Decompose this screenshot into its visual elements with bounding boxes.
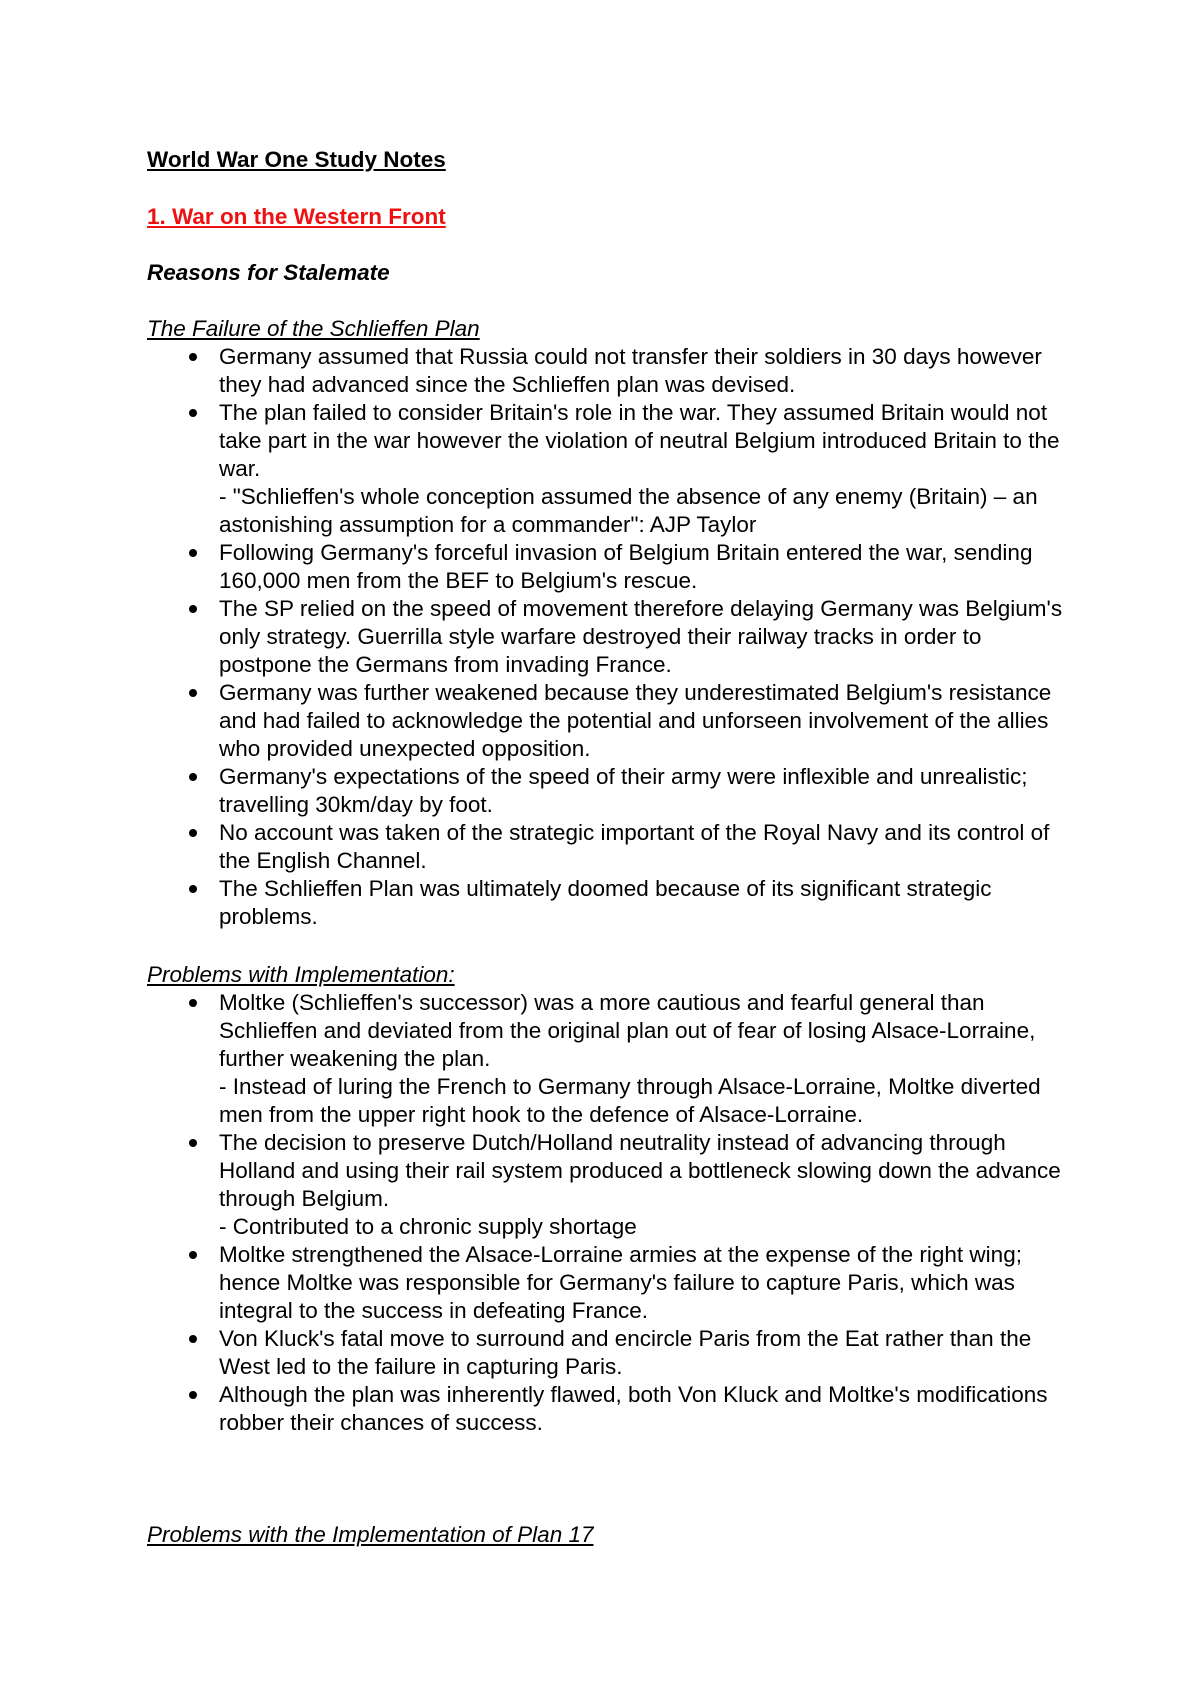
sub-heading: Reasons for Stalemate xyxy=(147,260,390,285)
bullet-icon xyxy=(189,605,197,613)
list-item-text: Moltke (Schlieffen's successor) was a more cautious and fearful general than Schlieffen and deviated from the original plan out of fear of losing Alsace-Lorraine, further weakening the plan. xyxy=(219,990,1036,1071)
bullet-icon xyxy=(189,409,197,417)
bullet-icon xyxy=(189,689,197,697)
bullet-icon xyxy=(189,353,197,361)
list-item-text: The Schlieffen Plan was ultimately doomed because of its significant strategic problems. xyxy=(219,876,992,929)
list-item xyxy=(147,819,1067,875)
list-item xyxy=(147,539,1067,595)
list-item-text: Germany was further weakened because they underestimated Belgium's resistance and had failed to acknowledge the potential and unforseen involvement of the allies who provided unexpected opposition. xyxy=(219,680,1052,761)
bullet-icon xyxy=(189,1391,197,1399)
list-item xyxy=(147,875,1067,931)
list-item-text: The decision to preserve Dutch/Holland neutrality instead of advancing through Holland and using their rail system produced a bottleneck slowing down the advance through Belgium. xyxy=(219,1130,1061,1211)
list-item-text: The SP relied on the speed of movement therefore delaying Germany was Belgium's only strategy. Guerrilla style warfare destroyed their railway tracks in order to postpone the Germans from invading France. xyxy=(219,596,1063,677)
list-item-text: Von Kluck's fatal move to surround and encircle Paris from the Eat rather than the West led to the failure in capturing Paris. xyxy=(219,1326,1032,1379)
list-item xyxy=(147,595,1067,679)
list-item-text: Germany assumed that Russia could not transfer their soldiers in 30 days however they had advanced since the Schlieffen plan was devised. xyxy=(219,344,1042,397)
list-item xyxy=(147,399,1067,539)
list-item xyxy=(147,1381,1067,1437)
bullet-icon xyxy=(189,1139,197,1147)
list-item-text: The plan failed to consider Britain's role in the war. They assumed Britain would not take part in the war however the violation of neutral Belgium introduced Britain to the war. xyxy=(219,400,1060,481)
list-item-note: - Instead of luring the French to Germany through Alsace-Lorraine, Moltke diverted men from the upper right hook to the defence of Alsace-Lorraine. xyxy=(219,1074,1041,1127)
list-item-text: Moltke strengthened the Alsace-Lorraine armies at the expense of the right wing; hence Moltke was responsible for Germany's failure to capture Paris, which was integral to the success in defeating France. xyxy=(219,1242,1022,1323)
topic-heading-plan-17: Problems with the Implementation of Plan 17 xyxy=(147,1522,594,1547)
list-item xyxy=(147,1129,1067,1241)
list-item-text: Germany's expectations of the speed of their army were inflexible and unrealistic; travelling 30km/day by foot. xyxy=(219,764,1028,817)
document-title: World War One Study Notes xyxy=(147,147,446,172)
topic-heading-schlieffen-failure: The Failure of the Schlieffen Plan xyxy=(147,316,480,341)
list-item xyxy=(147,679,1067,763)
list-item xyxy=(147,343,1067,399)
list-item xyxy=(147,1241,1067,1325)
section-heading: 1. War on the Western Front xyxy=(147,204,446,229)
list-item-text: Following Germany's forceful invasion of Belgium Britain entered the war, sending 160,000 men from the BEF to Belgium's rescue. xyxy=(219,540,1033,593)
list-item xyxy=(147,763,1067,819)
bullet-icon xyxy=(189,1335,197,1343)
list-item-note: - Contributed to a chronic supply shortage xyxy=(219,1214,637,1239)
bullet-icon xyxy=(189,773,197,781)
bullet-icon xyxy=(189,885,197,893)
bullet-icon xyxy=(189,829,197,837)
bullet-icon xyxy=(189,549,197,557)
list-item-note: - "Schlieffen's whole conception assumed the absence of any enemy (Britain) – an astonishing assumption for a commander": AJP Taylor xyxy=(219,484,1038,537)
bullet-list-schlieffen-failure xyxy=(147,343,1067,931)
list-item-text: No account was taken of the strategic important of the Royal Navy and its control of the English Channel. xyxy=(219,820,1050,873)
topic-heading-implementation-problems: Problems with Implementation: xyxy=(147,962,455,987)
bullet-list-implementation-problems xyxy=(147,989,1067,1437)
bullet-icon xyxy=(189,999,197,1007)
list-item xyxy=(147,1325,1067,1381)
list-item xyxy=(147,989,1067,1129)
bullet-icon xyxy=(189,1251,197,1259)
list-item-text: Although the plan was inherently flawed, both Von Kluck and Moltke's modifications robber their chances of success. xyxy=(219,1382,1048,1435)
